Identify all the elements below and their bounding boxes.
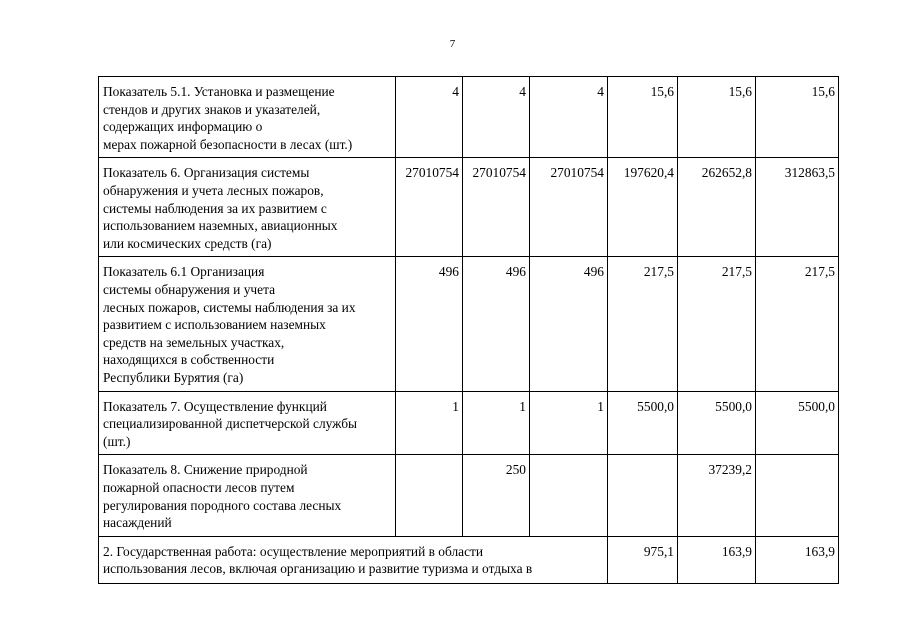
table-row [99, 77, 839, 158]
value-cell: 217,5 [678, 257, 756, 391]
value-cell: 217,5 [756, 257, 839, 391]
value-cell: 4 [396, 77, 463, 158]
table-row [99, 391, 839, 455]
page-number: 7 [449, 38, 456, 50]
value-cell: 250 [463, 455, 530, 536]
value-cell: 496 [530, 257, 608, 391]
table-row [99, 536, 839, 583]
value-cell: 15,6 [756, 77, 839, 158]
value-cell: 1 [463, 391, 530, 455]
table-row [99, 257, 839, 391]
indicator-label: Показатель 6.1 Организация системы обнаружения и учета лесных пожаров, системы наблюдения за их развитием с использованием наземных средств на земельных участках, находящихся в собственности Республики Бурятия (га) [99, 257, 396, 391]
value-cell [396, 455, 463, 536]
value-cell: 15,6 [608, 77, 678, 158]
value-cell: 27010754 [463, 158, 530, 257]
indicators-table [98, 76, 839, 584]
value-cell: 5500,0 [608, 391, 678, 455]
value-cell: 197620,4 [608, 158, 678, 257]
value-cell: 37239,2 [678, 455, 756, 536]
state-work-label: 2. Государственная работа: осуществление мероприятий в области использования лесов, включая организацию и развитие туризма и отдыха в [99, 536, 608, 583]
value-cell: 312863,5 [756, 158, 839, 257]
value-cell: 217,5 [608, 257, 678, 391]
indicator-label: Показатель 7. Осуществление функций специализированной диспетчерской службы (шт.) [99, 391, 396, 455]
value-cell: 15,6 [678, 77, 756, 158]
value-cell: 4 [463, 77, 530, 158]
value-cell: 496 [396, 257, 463, 391]
value-cell: 4 [530, 77, 608, 158]
indicator-label: Показатель 8. Снижение природной пожарной опасности лесов путем регулирования породного состава лесных насаждений [99, 455, 396, 536]
value-cell: 27010754 [530, 158, 608, 257]
value-cell: 27010754 [396, 158, 463, 257]
value-cell: 5500,0 [756, 391, 839, 455]
value-cell: 163,9 [756, 536, 839, 583]
value-cell: 496 [463, 257, 530, 391]
value-cell: 1 [530, 391, 608, 455]
value-cell [530, 455, 608, 536]
table-row [99, 158, 839, 257]
value-cell: 5500,0 [678, 391, 756, 455]
table-row [99, 455, 839, 536]
value-cell: 262652,8 [678, 158, 756, 257]
indicator-label: Показатель 5.1. Установка и размещение стендов и других знаков и указателей, содержащих информацию о мерах пожарной безопасности в лесах (шт.) [99, 77, 396, 158]
value-cell [608, 455, 678, 536]
value-cell: 1 [396, 391, 463, 455]
value-cell: 975,1 [608, 536, 678, 583]
value-cell: 163,9 [678, 536, 756, 583]
indicator-label: Показатель 6. Организация системы обнаружения и учета лесных пожаров, системы наблюдения за их развитием с использованием наземных, авиационных или космических средств (га) [99, 158, 396, 257]
value-cell [756, 455, 839, 536]
